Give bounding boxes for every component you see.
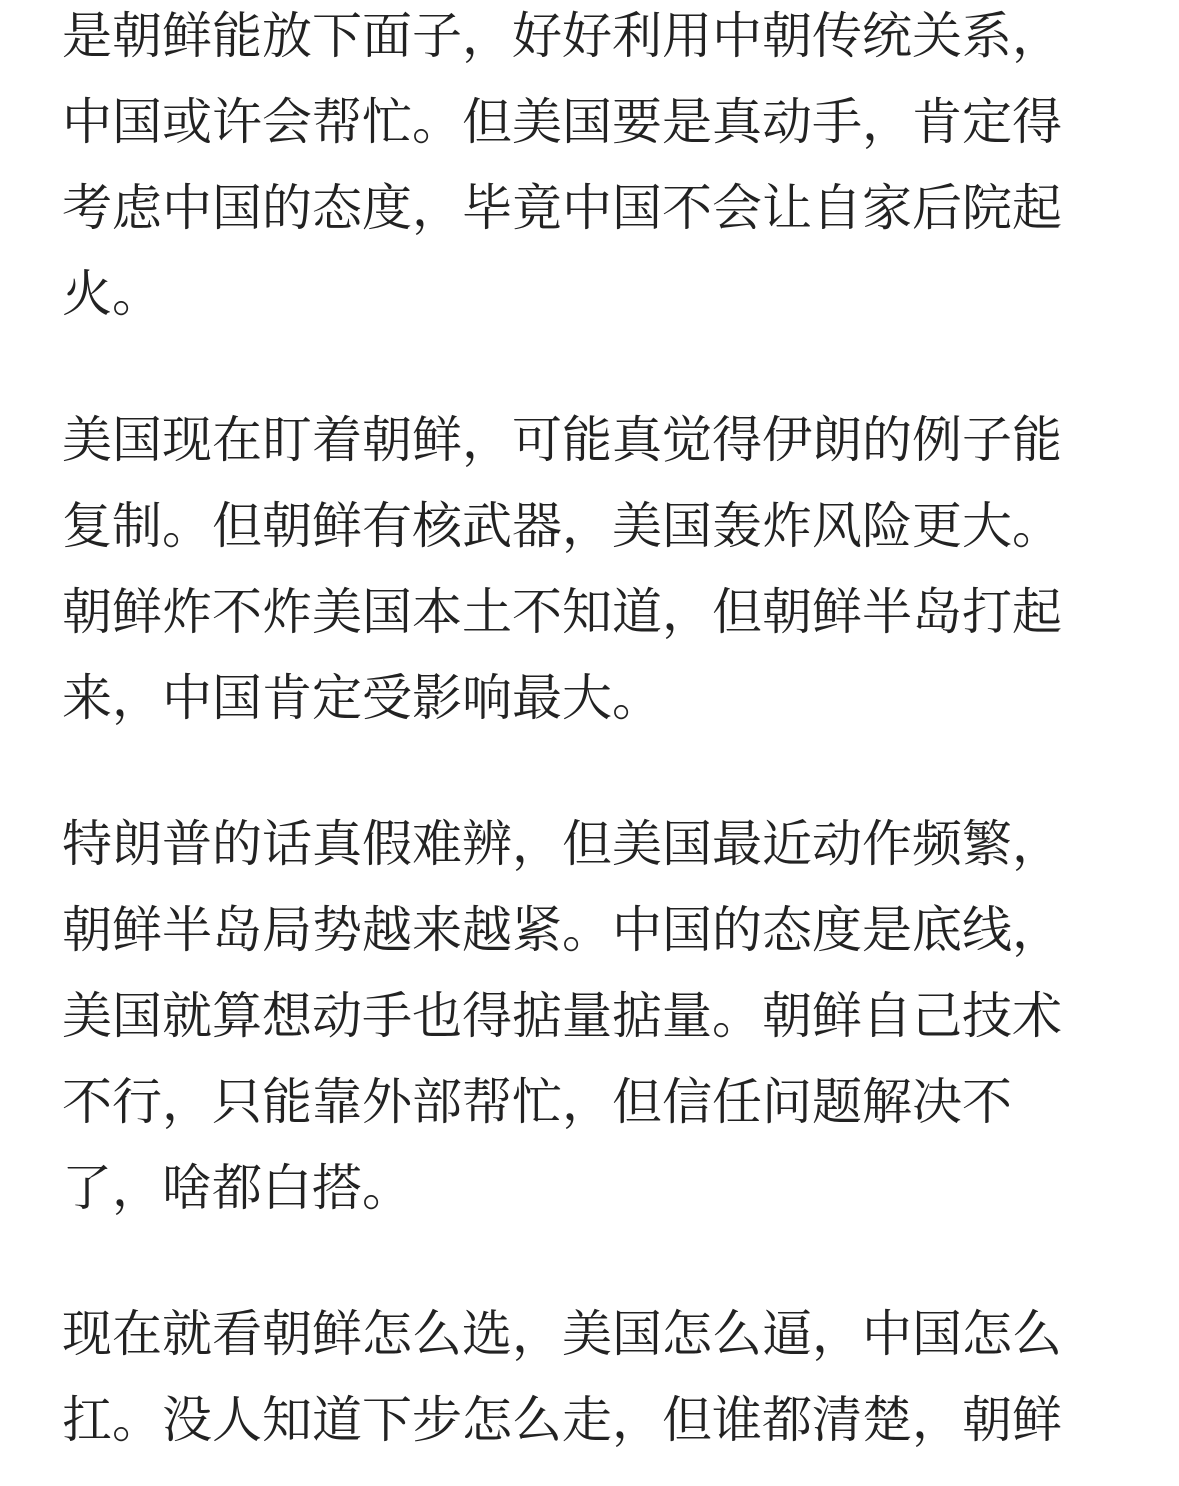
paragraph-line: 朝鲜炸不炸美国本土不知道，但朝鲜半岛打起 xyxy=(62,583,1062,641)
paragraph-line: 复制。但朝鲜有核武器，美国轰炸风险更大。 xyxy=(62,497,1062,555)
paragraph-line: 美国现在盯着朝鲜，可能真觉得伊朗的例子能 xyxy=(62,411,1062,469)
paragraph-line: 来，中国肯定受影响最大。 xyxy=(62,669,662,727)
paragraph-line: 朝鲜半岛局势越来越紧。中国的态度是底线， xyxy=(62,901,1062,959)
paragraph-line: 考虑中国的态度，毕竟中国不会让自家后院起 xyxy=(62,179,1062,237)
paragraph-line: 扛。没人知道下步怎么走，但谁都清楚，朝鲜 xyxy=(62,1391,1062,1449)
paragraph-line: 火。 xyxy=(62,265,162,323)
paragraph-line: 了，啥都白搭。 xyxy=(62,1159,412,1217)
paragraph-line: 特朗普的话真假难辨，但美国最近动作频繁， xyxy=(62,815,1062,873)
paragraph-line: 不行，只能靠外部帮忙，但信任问题解决不 xyxy=(62,1073,1012,1131)
paragraph-line: 中国或许会帮忙。但美国要是真动手，肯定得 xyxy=(62,93,1062,151)
paragraph-line: 是朝鲜能放下面子，好好利用中朝传统关系， xyxy=(62,7,1062,65)
paragraph-line: 美国就算想动手也得掂量掂量。朝鲜自己技术 xyxy=(62,987,1062,1045)
paragraph-line: 现在就看朝鲜怎么选，美国怎么逼，中国怎么 xyxy=(62,1305,1062,1363)
